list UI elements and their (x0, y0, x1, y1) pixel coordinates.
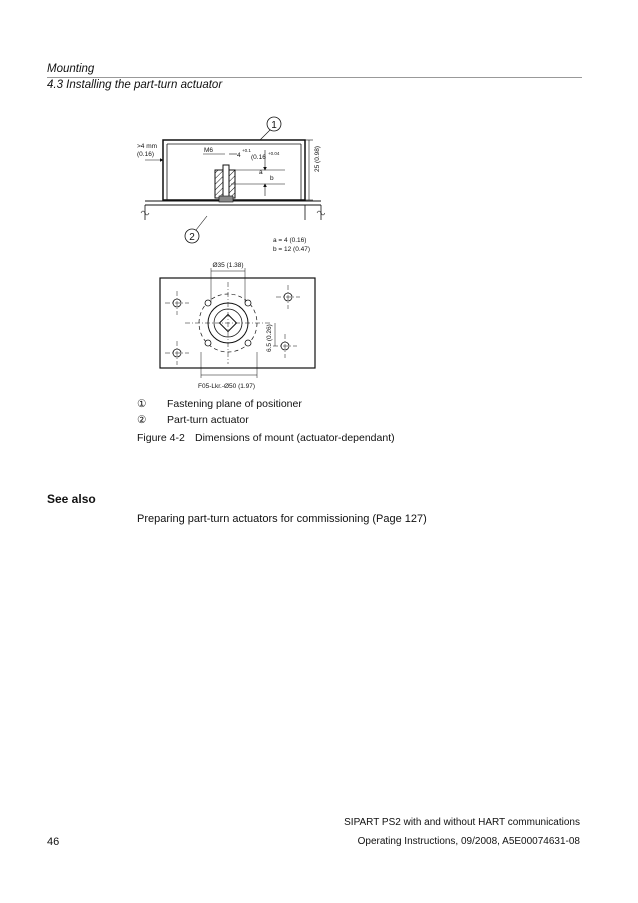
figure-caption (137, 432, 395, 444)
height-label: 25 (0.98) (314, 145, 321, 172)
legend-num: ② (137, 414, 147, 426)
depth-in-tol-label: +0.04 (268, 151, 280, 156)
figure-number: Figure 4-2 (137, 432, 185, 444)
b-label: b (270, 175, 274, 182)
depth-label: 4 (237, 152, 241, 159)
depth-tol-label: +0.1 (242, 148, 251, 153)
footer-doc: Operating Instructions, 09/2008, A5E00074631-08 (357, 836, 580, 847)
footer-product: SIPART PS2 with and without HART communications (344, 817, 580, 828)
header-rule (47, 77, 582, 78)
depth-in-label: (0.16 (251, 154, 266, 161)
diameter-label: Ø35 (1.38) (212, 262, 244, 269)
see-also-link[interactable]: Preparing part-turn actuators for commissioning (Page 127) (137, 513, 427, 525)
gap-label: >4 mm (137, 143, 158, 150)
see-also-heading: See also (47, 492, 96, 506)
legend-num: ① (137, 398, 147, 410)
flange-view (160, 262, 315, 390)
b-value-label: b = 12 (0.47) (273, 246, 311, 253)
section-title: Mounting (47, 63, 95, 75)
legend-text: Part-turn actuator (167, 414, 249, 426)
flange-label: F05-Lkr.-Ø50 (1.97) (198, 383, 256, 390)
thread-label: M6 (204, 147, 214, 154)
page-number: 46 (47, 836, 60, 848)
callout-1: 1 (271, 120, 277, 131)
a-label: a (259, 169, 263, 176)
mount-dimension-drawing (125, 110, 325, 400)
subsection-title: 4.3 Installing the part-turn actuator (47, 79, 223, 91)
side-view (137, 117, 325, 253)
a-value-label: a = 4 (0.16) (273, 237, 307, 244)
figure-title: Dimensions of mount (actuator-dependant) (195, 432, 395, 444)
legend-text: Fastening plane of positioner (167, 398, 302, 410)
gap-in-label: (0.16) (137, 151, 154, 158)
offset-label: 6.5 (0.26) (266, 324, 273, 352)
callout-2: 2 (189, 232, 195, 243)
